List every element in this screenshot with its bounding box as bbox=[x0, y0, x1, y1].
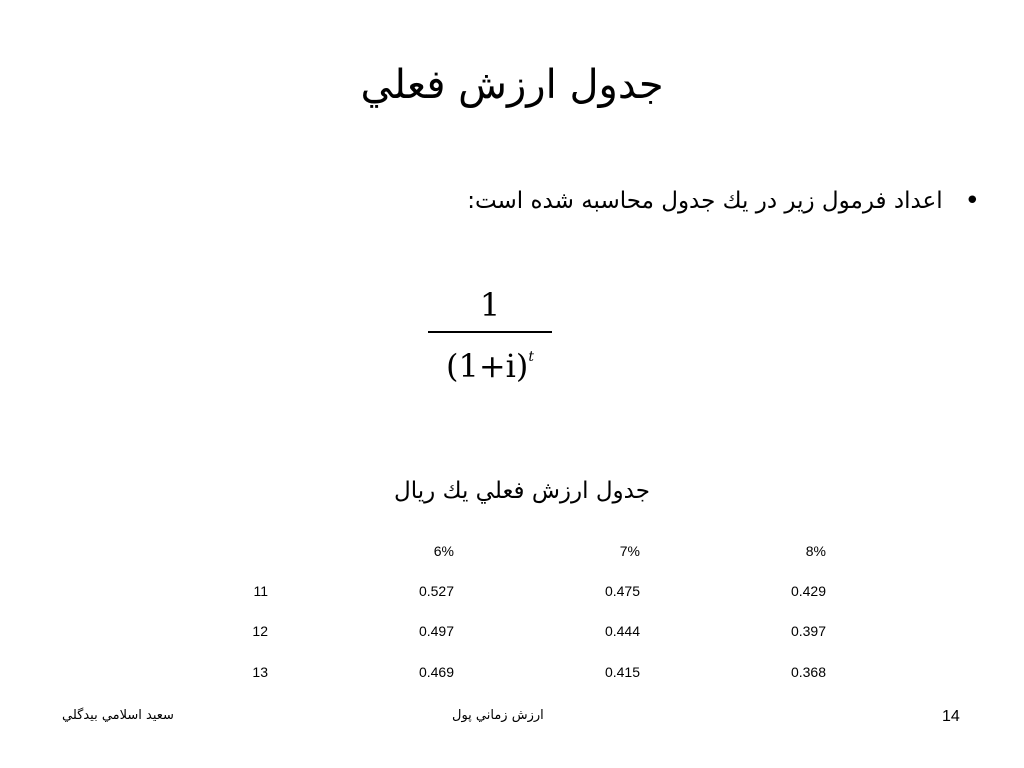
page-number: 14 bbox=[942, 708, 960, 725]
table-cell: 0.527 bbox=[418, 583, 454, 599]
formula-exponent: t bbox=[528, 349, 534, 365]
table-cell: 0.497 bbox=[418, 623, 454, 639]
table-cell: 0.397 bbox=[790, 623, 826, 639]
fraction-bar bbox=[428, 331, 552, 333]
slide-title: جدول ارزش فعلي bbox=[360, 62, 664, 108]
footer-author: سعيد اسلامي بيدگلي bbox=[62, 708, 174, 723]
bullet-item bbox=[467, 186, 980, 216]
table-cell: 0.429 bbox=[790, 583, 826, 599]
table-row-period: 12 bbox=[252, 623, 268, 639]
bullet-text: اعداد فرمول زير در يك جدول محاسبه شده است: bbox=[467, 188, 943, 214]
table-cell: 0.469 bbox=[418, 664, 454, 680]
formula-denominator-group bbox=[428, 337, 552, 386]
formula-denominator: (1+i) bbox=[445, 347, 529, 385]
table-cell: 0.475 bbox=[604, 583, 640, 599]
table-header-6pct: 6% bbox=[433, 543, 454, 559]
table-title: جدول ارزش فعلي يك ريال bbox=[394, 478, 650, 504]
table-cell: 0.444 bbox=[604, 623, 640, 639]
table-row-period: 11 bbox=[253, 583, 268, 599]
table-header-8pct: 8% bbox=[805, 543, 826, 559]
formula-numerator: 1 bbox=[479, 286, 501, 324]
table-row-period: 13 bbox=[252, 664, 268, 680]
table-header-7pct: 7% bbox=[619, 543, 640, 559]
bullet-dot-icon: • bbox=[964, 186, 980, 216]
footer-subject: ارزش زماني پول bbox=[452, 708, 544, 723]
table-cell: 0.368 bbox=[790, 664, 826, 680]
present-value-formula bbox=[428, 285, 552, 386]
table-cell: 0.415 bbox=[604, 664, 640, 680]
